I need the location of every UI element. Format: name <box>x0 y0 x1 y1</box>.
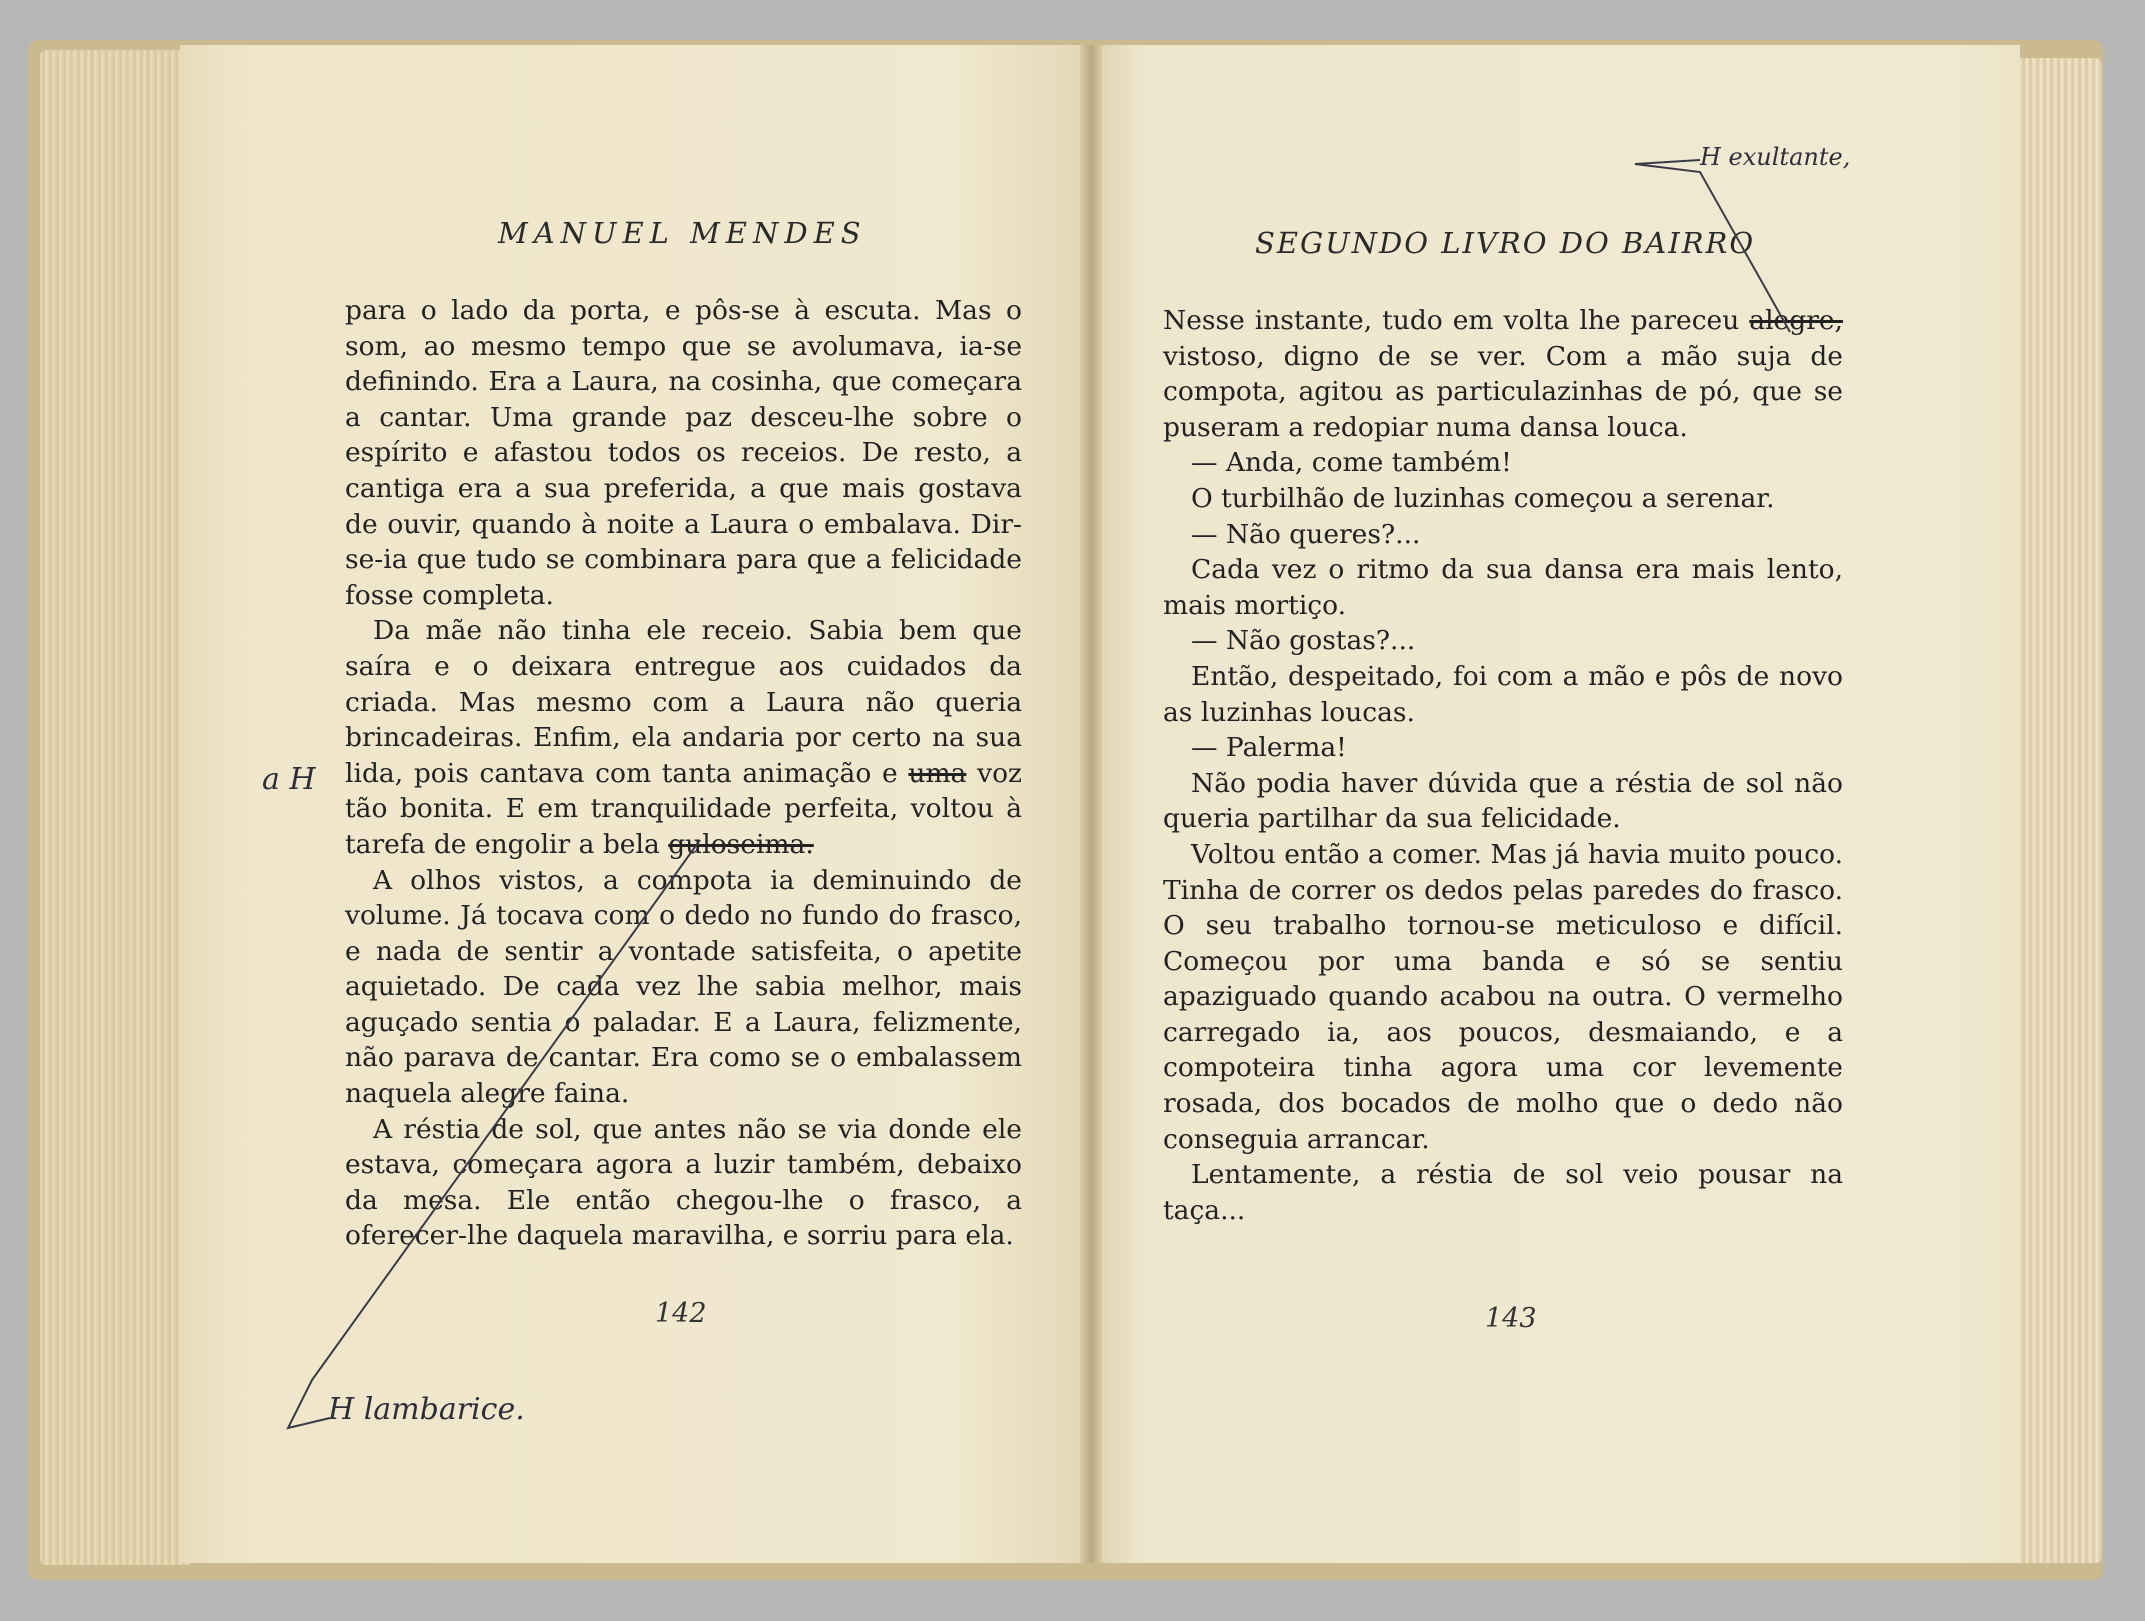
struck-word-alegre: alegre, <box>1749 305 1843 336</box>
struck-word-guloseima: guloseima. <box>668 828 814 860</box>
left-paragraph-4: A réstia de sol, que antes não se via donde ele estava, começara agora a luzir também, debaixo da mesa. Ele então chegou-lhe o frasco, a oferecer-lhe daquela maravilha, e sorriu para ela. <box>345 1113 1022 1252</box>
left-paragraph-2-text-a: Da mãe não tinha ele receio. Sabia bem que saíra e o deixara entregue aos cuidados da criada. Mas mesmo com a Laura não queria brincadeiras. Enfim, ela andaria por certo na sua lida, pois cantava com tanta animação e <box>345 615 1022 789</box>
left-paragraph-2-text-b: voz tão bonita. E em tranquilidade perfeita, voltou à tarefa de engolir a bela <box>345 757 1022 860</box>
right-paragraph: Voltou então a comer. Mas já havia muito pouco. Tinha de correr os dedos pelas paredes do frasco. O seu trabalho tornou-se meticuloso e difícil. Começou por uma banda e só se sentiu apaziguado quando acabou na outra. O vermelho carregado ia, aos poucos, desmaiando, e a compoteira tinha agora uma cor levemente rosada, dos bocados de molho que o dedo não conseguia arrancar. <box>1163 838 1843 1155</box>
right-paragraph-1-text-a: Nesse instante, tudo em volta lhe pareceu <box>1163 305 1740 336</box>
right-page-number: 143 <box>1485 1303 1537 1334</box>
right-running-head: SEGUNDO LIVRO DO BAIRRO <box>1255 226 1756 260</box>
left-page-number: 142 <box>655 1298 707 1329</box>
top-annotation: H exultante, <box>1700 143 1851 171</box>
bottom-annotation: H lambarice. <box>328 1392 525 1427</box>
right-insertion-stroke <box>1635 160 1790 332</box>
left-paragraph-1: para o lado da porta, e pôs-se à escuta. Mas o som, ao mesmo tempo que se avolumava, ia-se definindo. Era a Laura, na cosinha, que começara a cantar. Uma grande paz desceu-lhe sobre o espírito e afastou todos os receios. De resto, a cantiga era a sua preferida, a que mais gostava de ouvir, quando à noite a Laura o embalava. Dir-se-ia que tudo se combinara para que a felicidade fosse completa. <box>345 295 1022 611</box>
dialogue-line: — Não gostas?... <box>1191 625 1416 657</box>
dialogue-line: — Anda, come também! <box>1191 447 1512 479</box>
right-paragraph: Cada vez o ritmo da sua dansa era mais lento, mais mortiço. <box>1163 554 1843 621</box>
left-insertion-stroke <box>288 840 700 1428</box>
right-paragraph-1-text-b: vistoso, digno de se ver. Com a mão suja de compota, agitou as particulazinhas de pó, que se puseram a redopiar numa dansa louca. <box>1163 340 1843 443</box>
right-paragraph: O turbilhão de luzinhas começou a serenar. <box>1191 482 1775 514</box>
dialogue-line: — Palerma! <box>1191 732 1347 764</box>
margin-annotation: a H <box>262 762 316 797</box>
right-paragraph: Lentamente, a réstia de sol veio pousar na taça... <box>1163 1159 1843 1226</box>
dialogue-line: — Não queres?... <box>1191 518 1421 550</box>
right-paragraph: Não podia haver dúvida que a réstia de sol não queria partilhar da sua felicidade. <box>1163 767 1843 835</box>
right-paragraph: Então, despeitado, foi com a mão e pôs de novo as luzinhas loucas. <box>1163 660 1843 728</box>
left-paragraph-3: A olhos vistos, a compota ia deminuindo de volume. Já tocava com o dedo no fundo do frasco, e nada de sentir a vontade satisfeita, o apetite aquietado. De cada vez lhe sabia melhor, mais aguçado sentia o paladar. E a Laura, felizmente, não parava de cantar. Era como se o embalassem naquela alegre faina. <box>345 864 1022 1110</box>
struck-word-uma: uma <box>908 757 967 789</box>
left-running-head: MANUEL MENDES <box>498 216 867 250</box>
